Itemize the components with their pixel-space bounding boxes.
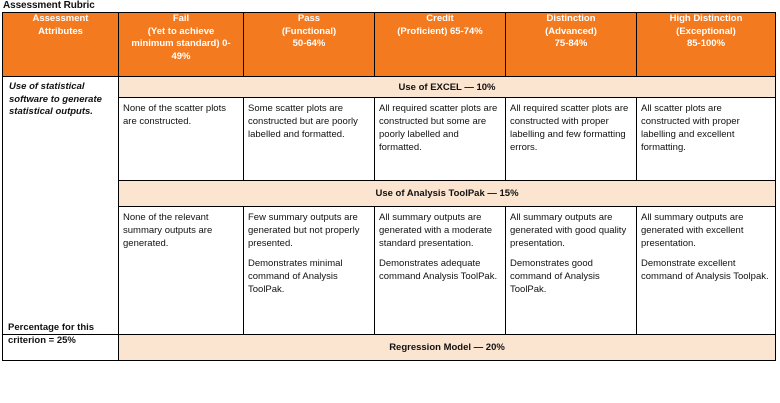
rubric-table: [2, 12, 776, 361]
cell-toolpak-fail: None of the relevant summary outputs are generated.: [119, 207, 244, 335]
page-title: Assessment Rubric: [3, 0, 95, 11]
header-pass: Pass (Functional) 50-64%: [244, 13, 375, 77]
header-row: [3, 13, 776, 77]
cell-toolpak-distinction: All summary outputs are generated with good quality presentation. Demonstrates good command of Analysis ToolPak.: [506, 207, 637, 335]
table-row: [3, 98, 776, 181]
cell-excel-credit: All required scatter plots are constructed but some are poorly labelled and formatted.: [375, 98, 506, 181]
header-high-distinction: High Distinction (Exceptional) 85-100%: [637, 13, 776, 77]
cell-toolpak-credit: All summary outputs are generated with a moderate standard presentation. Demonstrates adequate command Analysis ToolPak.: [375, 207, 506, 335]
header-fail: Fail (Yet to achieve minimum standard) 0- 49%: [119, 13, 244, 77]
criterion-name: Use of statistical software to generate statistical outputs.: [3, 77, 119, 335]
cell-toolpak-pass: Few summary outputs are generated but not properly presented. Demonstrates minimal command of Analysis ToolPak.: [244, 207, 375, 335]
header-credit: Credit (Proficient) 65-74%: [375, 13, 506, 77]
band-row: [3, 181, 776, 207]
cell-excel-distinction: All required scatter plots are constructed with proper labelling and few formatting errors.: [506, 98, 637, 181]
band-row: [3, 335, 776, 361]
cell-toolpak-high-distinction: All summary outputs are generated with excellent presentation. Demonstrate excellent command of Analysis Toolpak.: [637, 207, 776, 335]
header-attributes: Assessment Attributes: [3, 13, 119, 77]
cell-excel-high-distinction: All scatter plots are constructed with proper labelling and excellent formatting.: [637, 98, 776, 181]
cell-excel-fail: None of the scatter plots are constructed.: [119, 98, 244, 181]
band-regression: Regression Model — 20%: [119, 335, 776, 361]
band-excel: Use of EXCEL — 10%: [119, 77, 776, 98]
cell-excel-pass: Some scatter plots are constructed but are poorly labelled and formatted.: [244, 98, 375, 181]
header-distinction: Distinction (Advanced) 75-84%: [506, 13, 637, 77]
table-row: [3, 207, 776, 335]
band-row: [3, 77, 776, 98]
band-toolpak: Use of Analysis ToolPak — 15%: [119, 181, 776, 207]
criterion-percentage: Percentage for this criterion = 25%: [8, 322, 95, 346]
